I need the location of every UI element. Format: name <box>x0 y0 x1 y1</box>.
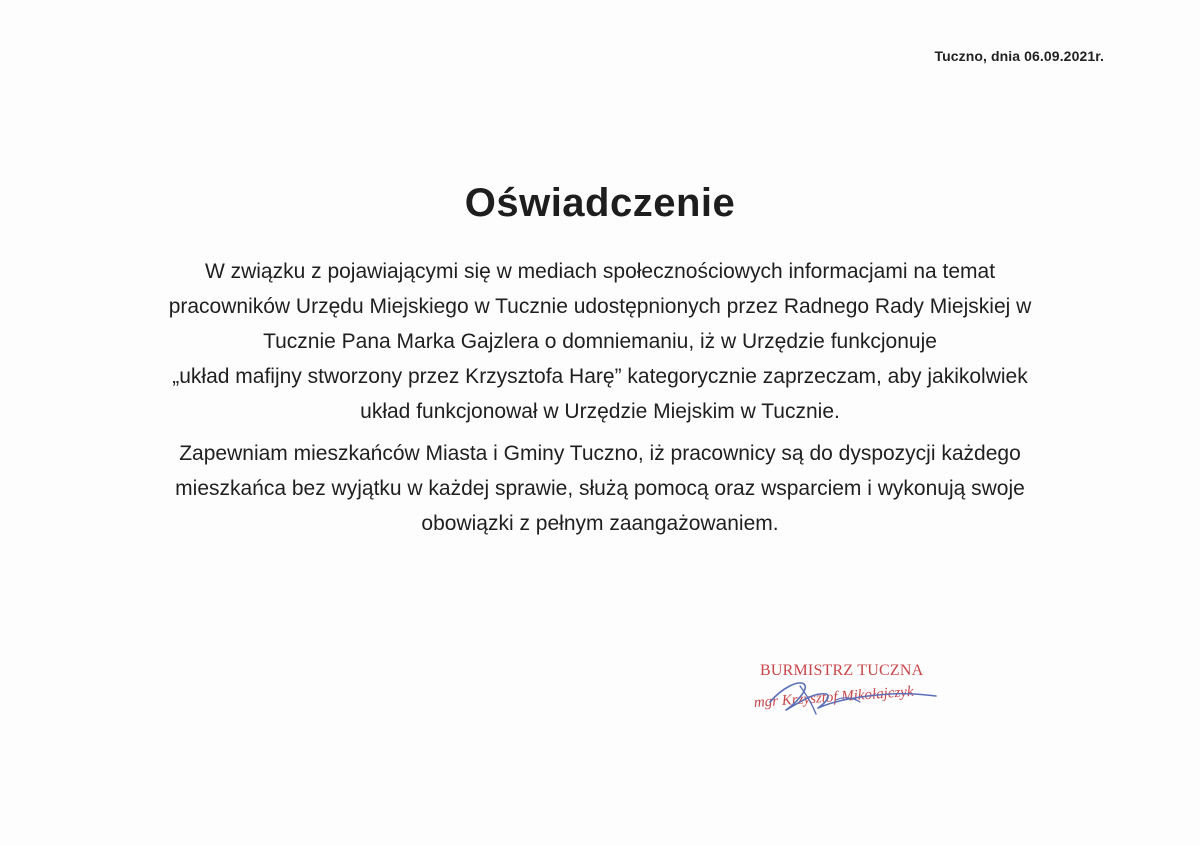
paragraph-line: układ funkcjonował w Urzędzie Miejskim w Tucznie. <box>360 400 840 423</box>
paragraph-line: obowiązki z pełnym zaangażowaniem. <box>421 512 779 535</box>
paragraph-line: mieszkańca bez wyjątku w każdej sprawie, służą pomocą oraz wsparciem i wykonują swoje <box>175 477 1025 500</box>
paragraph-1 <box>100 254 1100 429</box>
paragraph-line: „układ mafijny stworzony przez Krzysztofa Harę” kategorycznie zaprzeczam, aby jakikolwiek <box>172 365 1028 388</box>
paragraph-line: pracowników Urzędu Miejskiego w Tucznie udostępnionych przez Radnego Rady Miejskiej w <box>168 295 1032 318</box>
official-stamp <box>740 650 970 740</box>
paragraph-line: Tucznie Pana Marka Gajzlera o domniemaniu, iż w Urzędzie funkcjonuje <box>263 330 937 353</box>
paragraph-2 <box>100 436 1100 541</box>
paragraph-line: W związku z pojawiającymi się w mediach społecznościowych informacjami na temat <box>204 260 996 283</box>
place-date: Tuczno, dnia 06.09.2021r. <box>934 48 1104 64</box>
paragraph-line: Zapewniam mieszkańców Miasta i Gminy Tuczno, iż pracownicy są do dyspozycji każdego <box>179 442 1021 465</box>
document-title: Oświadczenie <box>464 181 736 225</box>
stamp-title: BURMISTRZ TUCZNA <box>760 662 924 679</box>
stamp-name: mgr Krzysztof Mikołajczyk <box>753 683 915 711</box>
